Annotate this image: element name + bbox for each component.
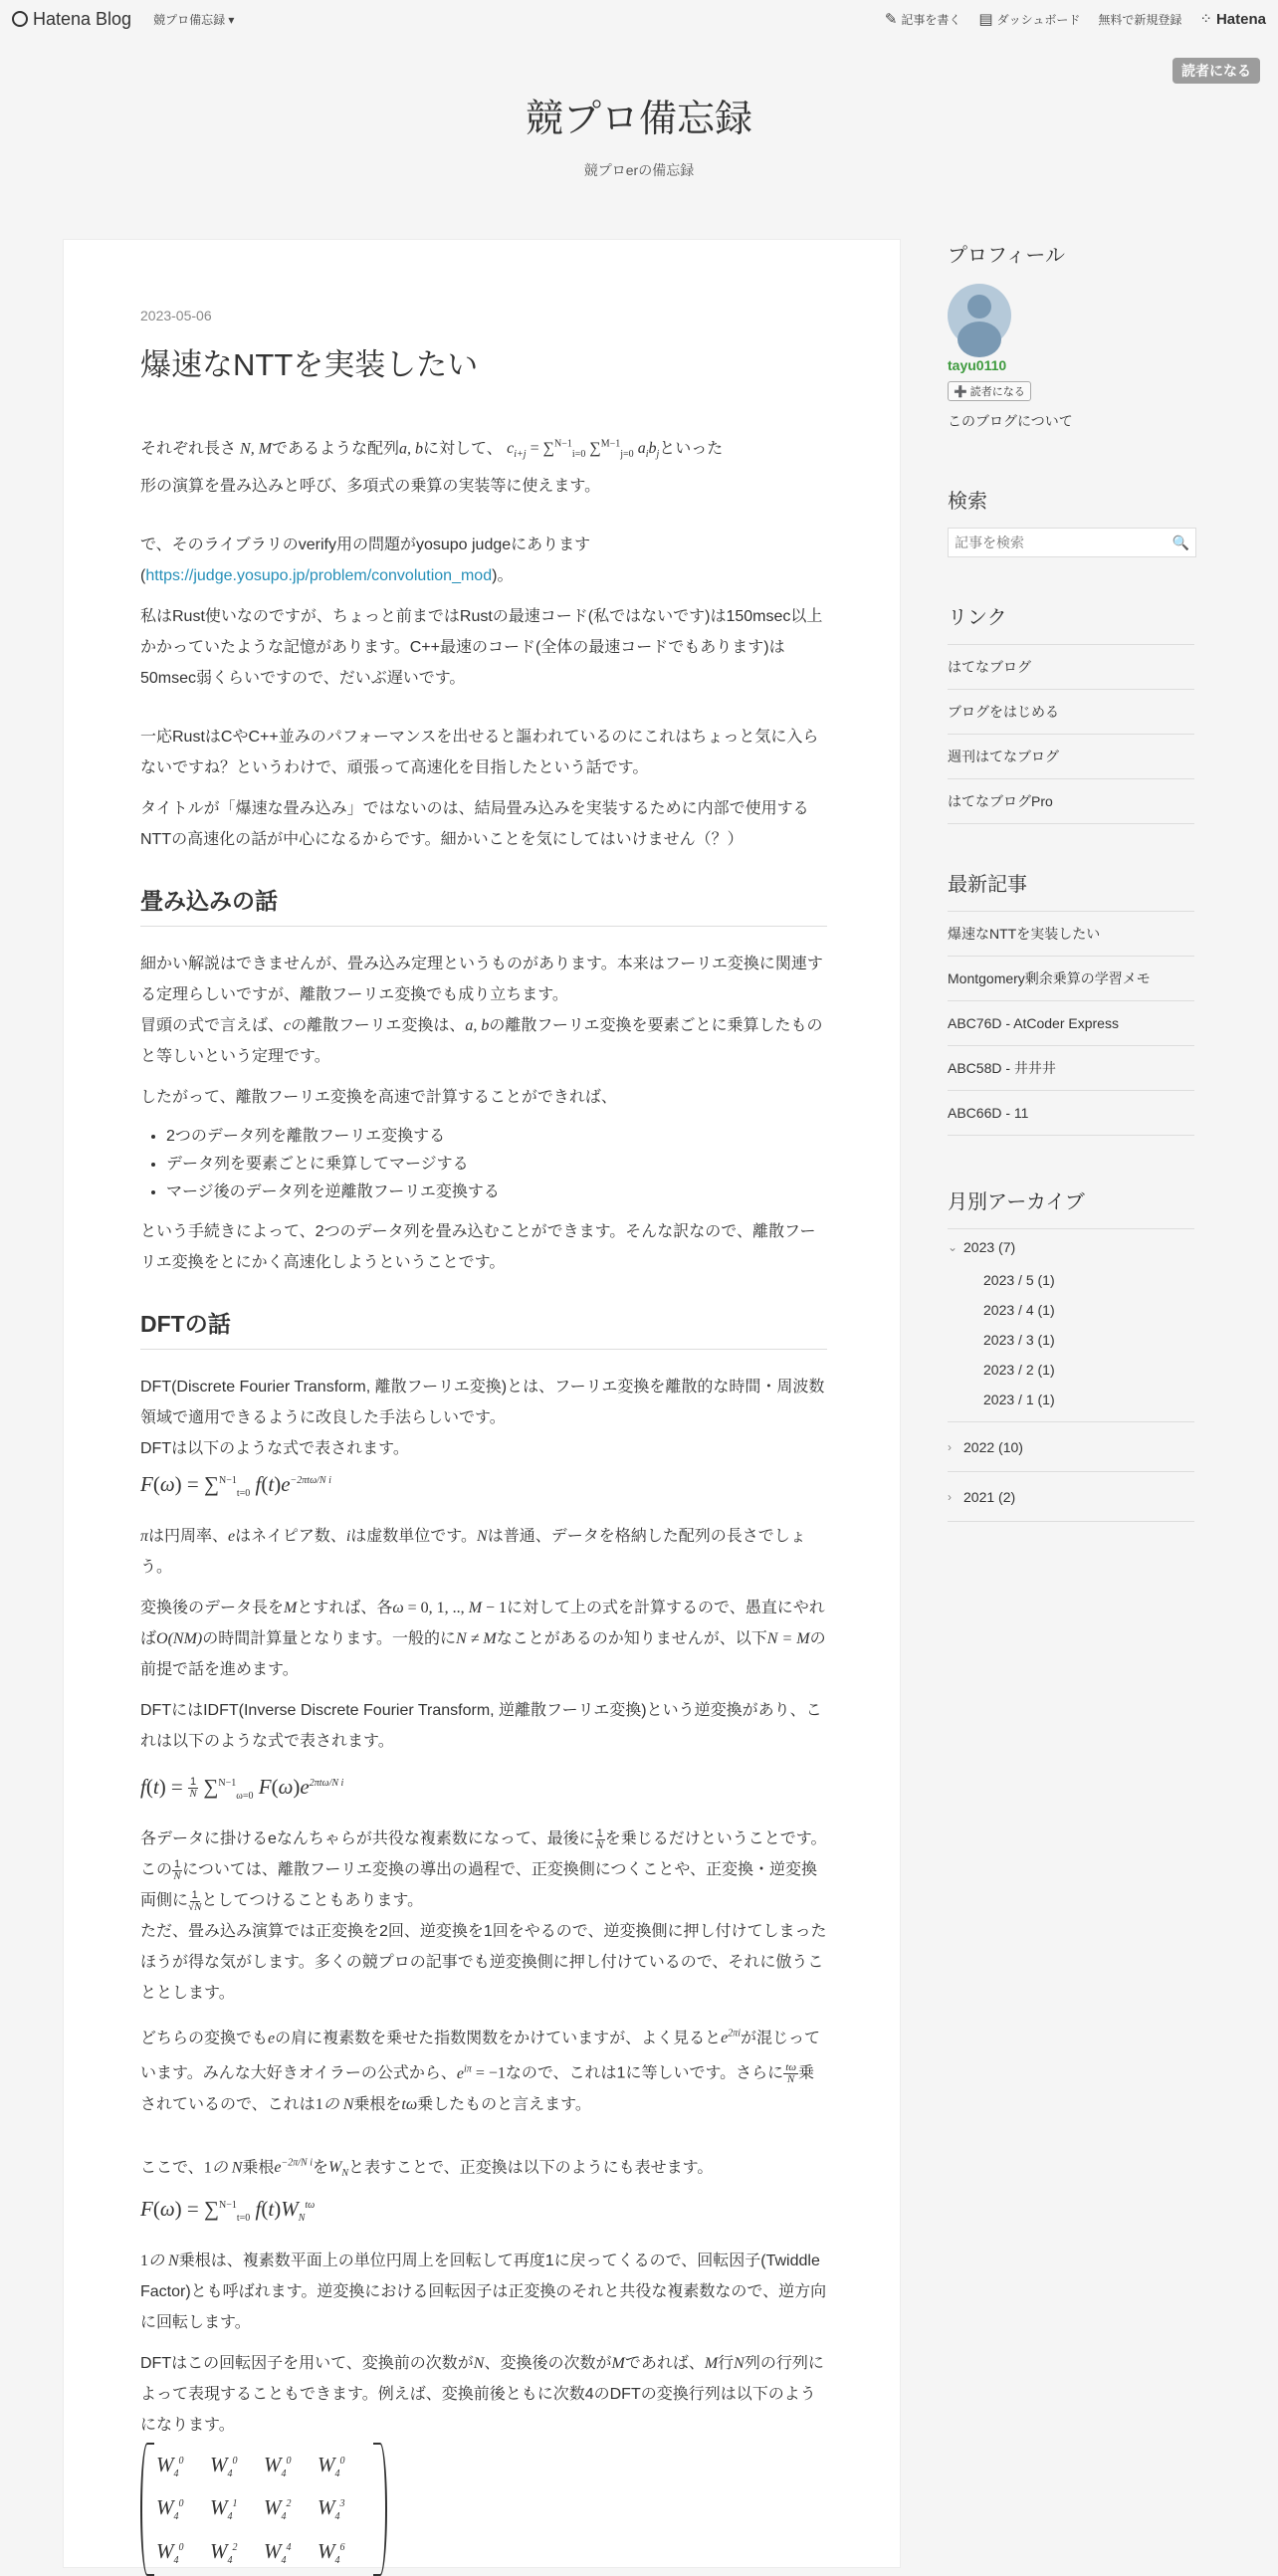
paragraph: タイトルが「爆速な畳み込み」ではないのは、結局畳み込みを実装するために内部で使用するNTTの高速化の話が中心になるからです。細かいことを気にしてはいけません（？） (140, 799, 809, 848)
paragraph: で、そのライブラリのverify用の問題がyosupo judgeにあります (https://judge.yosupo.jp/problem/convolution_mod)。 (140, 536, 591, 584)
archive-month-link[interactable]: 2023 / 4 (1) (983, 1302, 1055, 1318)
article-body (140, 429, 827, 2576)
sidebar-link[interactable]: はてなブログPro (948, 779, 1194, 824)
links-module (948, 601, 1194, 824)
links-list (948, 644, 1194, 824)
article-title[interactable]: 爆速なNTTを実装したい (140, 347, 479, 382)
hatena-dots-icon: ⁘ (1199, 11, 1212, 28)
archive-year-2022[interactable]: › 2022 (10) (948, 1422, 1194, 1472)
list-item: • マージ後のデータ列を逆離散フーリエ変換する (166, 1179, 827, 1206)
recent-entry-link[interactable]: 爆速なNTTを実装したい (948, 912, 1194, 957)
section-heading-dft: DFTの話 (140, 1306, 827, 1350)
paragraph: 細かい解説はできませんが、畳み込み定理というものがあります。本来はフーリエ変換に関連する定理らしいですが、離散フーリエ変換でも成り立ちます。 冒頭の式で言えば、cの離散フーリエ変換は、a, bの離散フーリエ変換を要素ごとに乗算したものと等しいという定理です。 (140, 955, 823, 1065)
blog-title[interactable]: 競プロ備忘録 (525, 99, 752, 140)
recent-title: 最新記事 (948, 874, 1027, 896)
paragraph: どちらの変換でもeの肩に複素数を乗せた指数関数をかけていますが、よく見ると$e^{2\pi i}$が混じっています。みんな大好きオイラーの公式から、$e^{i\pi} = -1$なので、これは1に等しいです。さらに$\frac{t\omega}{N}$乗されているので、これは1の N乗根をtω乗したものと言えます。 (140, 2028, 821, 2113)
paragraph: 私はRust使いなのですが、ちょっと前まではRustの最速コード(私ではないです)は150msec以上かかっていたような記憶があります。C++最速のコード(全体の最速コードでもあります)は50msec弱くらいですので、だいぶ遅いです。 (140, 607, 823, 687)
search-input[interactable] (955, 535, 1172, 550)
paragraph: πは円周率、eはネイピア数、iは虚数単位です。Nは普通、データを格納した配列の長さでしょう。 (140, 1527, 806, 1576)
paragraph: 1の N乗根は、複素数平面上の単位円周上を回転して再度1に戻ってくるので、回転因子(Twiddle Factor)とも呼ばれます。逆変換における回転因子は正変換のそれと共役な複素数なので、逆方向に回転します。 (140, 2253, 827, 2332)
pencil-icon: ✎ (884, 11, 898, 28)
write-article-link[interactable]: ✎ 記事を書く (884, 11, 961, 28)
recent-entries-module (948, 868, 1194, 1136)
chevron-right-icon[interactable]: › (948, 1489, 952, 1504)
sidebar (948, 239, 1194, 1522)
subscribe-button[interactable]: 読者になる (1172, 58, 1260, 84)
twiddle-formula: F(ω) = ∑$^{N-1}_{t=0}$ $f(t)W_N^{t\omega}$ (140, 2197, 316, 2225)
search-box (948, 528, 1196, 557)
matrix-row: $W_4^0$ $W_4^0$ $W_4^0$ $W_4^0$ (156, 2453, 345, 2480)
paragraph: 一応RustはCやC++並みのパフォーマンスを出せると謳われているのにこれはちょっと気に入らないですね？というわけで、頑張って高速化を目指したという話です。 (140, 728, 819, 776)
matrix-row: $W_4^0$ $W_4^1$ $W_4^2$ $W_4^3$ (156, 2495, 345, 2523)
signup-link[interactable]: 無料で新規登録 (1098, 12, 1182, 27)
paragraph: DFT(Discrete Fourier Transform, 離散フーリエ変換)とは、フーリエ変換を離散的な時間・周波数領域で適用できるように改良した手法らしいです。 DFTは以下のような式で表されます。 (140, 1378, 825, 1457)
blog-description: 競プロerの備忘録 (583, 162, 695, 178)
paragraph: したがって、離散フーリエ変換を高速で計算することができれば、 (140, 1088, 617, 1106)
search-icon[interactable]: 🔍 (1172, 534, 1189, 550)
global-header (0, 0, 1278, 38)
sidebar-link[interactable]: はてなブログ (948, 645, 1194, 690)
idft-formula: $f(t) = \frac{1}{N} \sum^{N-1}_{\omega=0}$ $F(\omega)e^{2\pi t\omega/N i}$ (140, 1774, 344, 1802)
avatar-head-icon (967, 295, 991, 319)
profile-title: プロフィール (948, 245, 1065, 267)
steps-list (166, 1123, 827, 1206)
list-item: • データ列を要素ごとに乗算してマージする (166, 1151, 827, 1179)
hatena-logo-icon (12, 11, 28, 27)
links-title: リンク (948, 607, 1007, 629)
chevron-right-icon[interactable]: › (948, 1439, 952, 1454)
blog-menu-dropdown[interactable]: 競プロ備忘録 ▾ (153, 12, 235, 27)
yosupo-judge-link[interactable]: https://judge.yosupo.jp/problem/convolution_mod (145, 566, 493, 584)
profile-username[interactable]: tayu0110 (948, 357, 1007, 373)
archive-year-2023[interactable]: ⌄ 2023 (7) (948, 1229, 1194, 1265)
paragraph: DFTはこの回転因子を用いて、変換前の次数がN、変換後の次数がMであれば、M行N列の行列によって表現することもできます。例えば、変換前後ともに次数4のDFTの変換行列は以下のようになります。 (140, 2355, 824, 2435)
recent-list (948, 911, 1194, 1136)
archive-year-2021[interactable]: › 2021 (2) (948, 1472, 1194, 1522)
archive-month-link[interactable]: 2023 / 3 (1) (983, 1332, 1055, 1348)
search-title: 検索 (948, 491, 987, 513)
dft-matrix (140, 2443, 387, 2576)
article (63, 239, 901, 2568)
paragraph: ただ、畳み込み演算では正変換を2回、逆変換を1回をやるので、逆変換側に押し付けてしまったほうが得な気がします。多くの競プロの記事でも逆変換側に押し付けているので、それに倣うこととします。 (140, 1922, 827, 2002)
sidebar-link[interactable]: 週刊はてなブログ (948, 735, 1194, 779)
archive-title: 月別アーカイブ (948, 1191, 1085, 1213)
paragraph: という手続きによって、2つのデータ列を畳み込むことができます。そんな訳なので、離散フーリエ変換をとにかく高速化しようということです。 (140, 1222, 816, 1271)
archive-list (948, 1228, 1194, 1522)
section-heading-convolution: 畳み込みの話 (140, 883, 827, 927)
search-module (948, 485, 1194, 557)
list-item: • 2つのデータ列を離散フーリエ変換する (166, 1123, 827, 1151)
paragraph: 変換後のデータ長をMとすれば、各ω = 0, 1, .., M − 1に対して上の式を計算するので、愚直にやればO(NM)の時間計算量となります。一般的にN ≠ Mなことがあるのか知りませんが、以下N = Mの前提で話を進めます。 (140, 1599, 826, 1678)
paragraph: それぞれ長さ N, Mであるような配列a, bに対して、 $c_{i+j} = \sum^{N-1}_{i=0}$ ∑$^{M-1}_{j=0}$ $a_ib_j$といった 形の演算を畳み込みと呼び、多項式の乗算の実装等に使えます。 (140, 439, 724, 495)
paragraph: DFTにはIDFT(Inverse Discrete Fourier Transform, 逆離散フーリエ変換)という逆変換があり、これは以下のような式で表されます。 (140, 1701, 822, 1750)
profile-module (948, 239, 1194, 431)
about-blog-link[interactable]: このブログについて (948, 413, 1073, 429)
recent-entry-link[interactable]: Montgomery剰余乗算の学習メモ (948, 957, 1194, 1001)
recent-entry-link[interactable]: ABC58D - 井井井 (948, 1046, 1194, 1091)
avatar-body-icon (958, 322, 1001, 357)
dashboard-icon: ▤ (978, 11, 993, 28)
hatena-menu[interactable]: ⁘ Hatena (1199, 10, 1266, 28)
archive-month-link[interactable]: 2023 / 5 (1) (983, 1272, 1055, 1288)
archive-module (948, 1185, 1194, 1522)
hatena-blog-logo[interactable]: Hatena Blog (12, 9, 131, 30)
recent-entry-link[interactable]: ABC66D - 11 (948, 1091, 1194, 1136)
paragraph: ここで、1の N乗根$e^{-2\pi/N i}$を$W_N$と表すことで、正変換は以下のようにも表せます。 (140, 2157, 714, 2180)
paragraph: 各データに掛けるeなんちゃらが共役な複素数になって、最後に$\frac{1}{N}$を乗じるだけということです。この$\frac{1}{N}$については、離散フーリエ変換の導出の過程で、正変換側につくことや、正変換・逆変換両側に 1 √Nとしてつけることもあります。 (140, 1826, 827, 1913)
sidebar-subscribe-button[interactable]: ➕ 読者になる (948, 381, 1031, 401)
chevron-down-icon[interactable]: ⌄ (948, 1240, 958, 1254)
recent-entry-link[interactable]: ABC76D - AtCoder Express (948, 1001, 1194, 1046)
avatar[interactable] (948, 284, 1011, 347)
blog-header (0, 88, 1278, 180)
archive-month-link[interactable]: 2023 / 1 (1) (948, 1385, 1194, 1422)
archive-month-link[interactable]: 2023 / 2 (1) (983, 1362, 1055, 1378)
dashboard-link[interactable]: ▤ ダッシュボード (978, 11, 1081, 28)
article-date[interactable]: 2023-05-06 (140, 308, 212, 323)
dft-formula: F(ω) = ∑$^{N-1}_{t=0}$ $f(t)e^{-2\pi t\omega/N i}$ (140, 1471, 331, 1499)
sidebar-link[interactable]: ブログをはじめる (948, 690, 1194, 735)
matrix-row: $W_4^0$ $W_4^2$ $W_4^4$ $W_4^6$ (156, 2538, 345, 2566)
